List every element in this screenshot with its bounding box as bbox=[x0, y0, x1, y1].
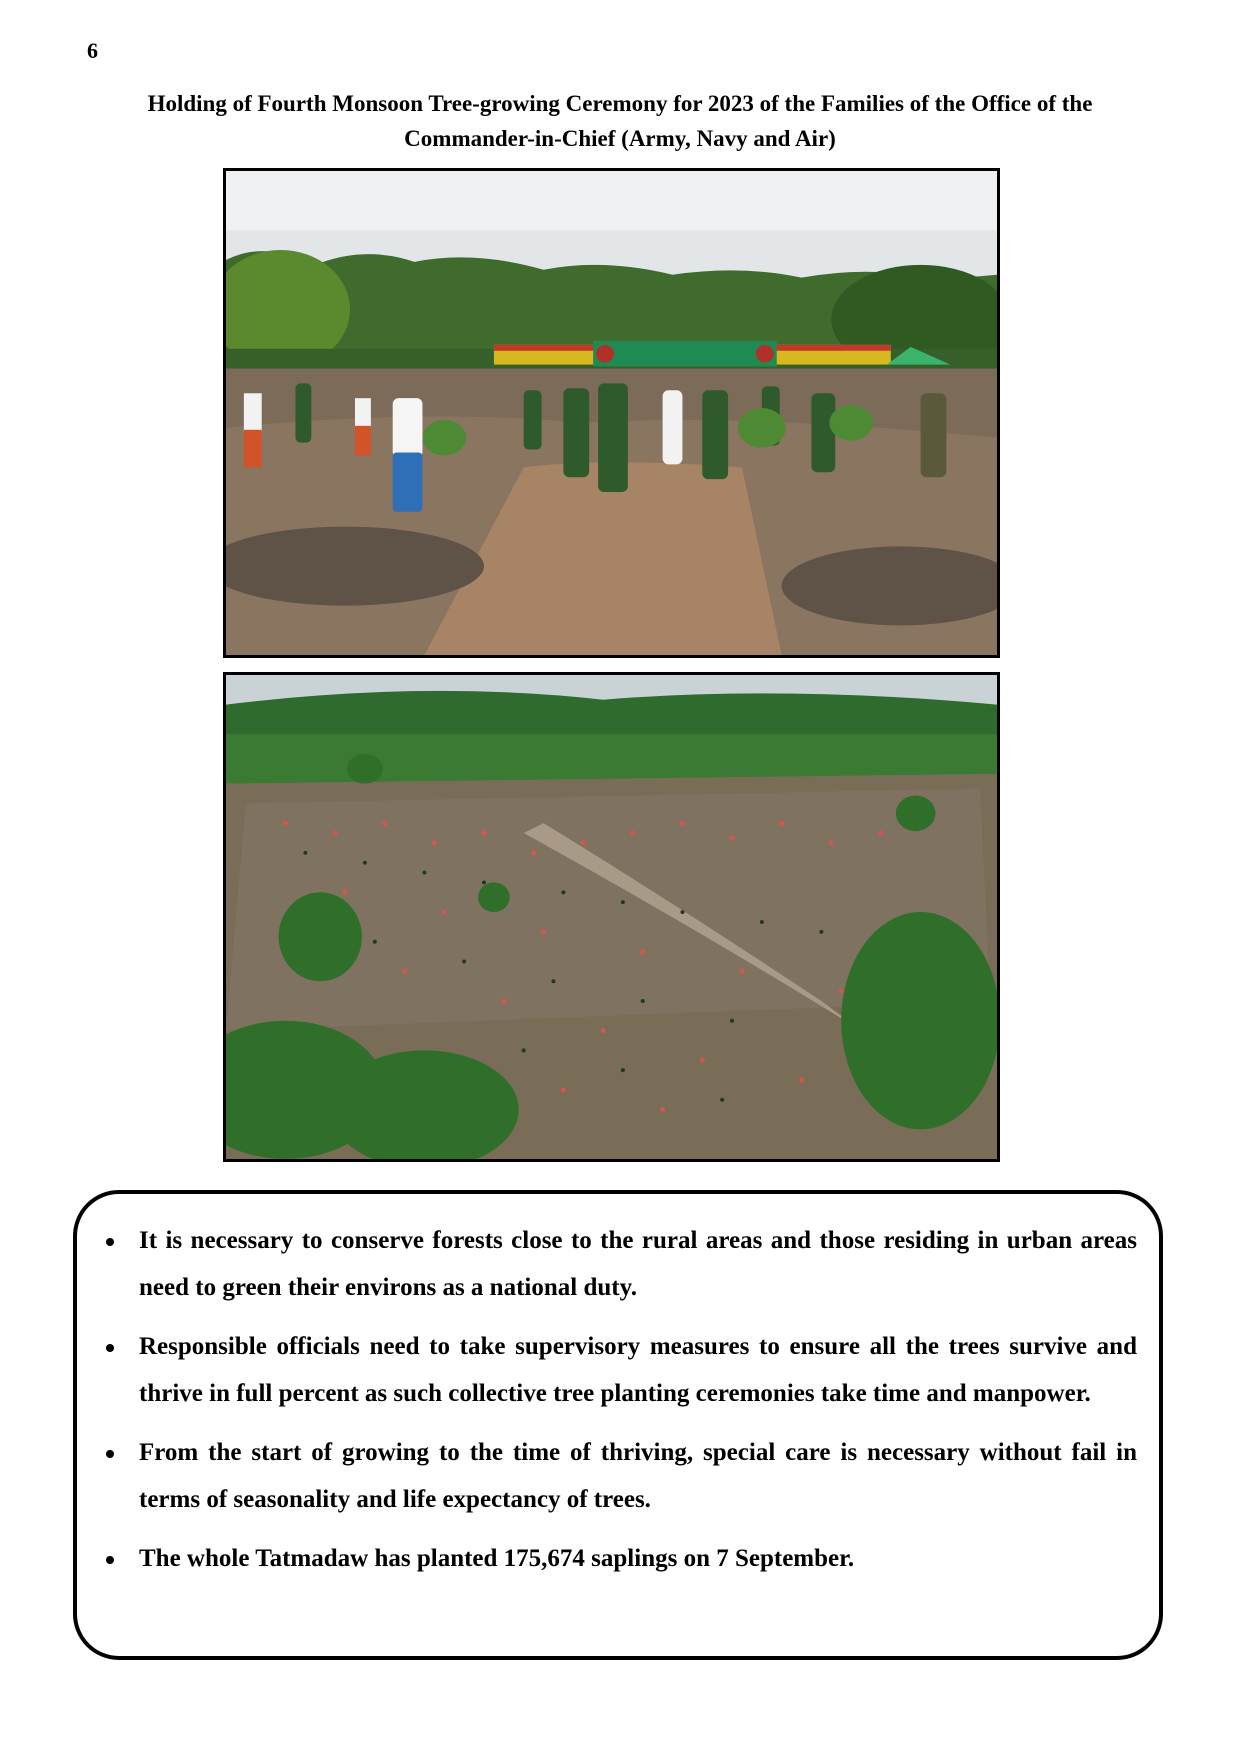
key-points-box bbox=[73, 1190, 1163, 1660]
list-item: Responsible officials need to take supervisory measures to ensure all the trees survive and thrive in full percent as such collective tree planting ceremonies take time and manpower. bbox=[139, 1324, 1137, 1417]
list-item: The whole Tatmadaw has planted 175,674 saplings on 7 September. bbox=[139, 1536, 1137, 1583]
bullet-icon bbox=[106, 1450, 114, 1458]
aerial-field-photo bbox=[223, 672, 1000, 1162]
page-number: 6 bbox=[87, 38, 98, 63]
key-points-list bbox=[139, 1218, 1137, 1596]
page-title: Holding of Fourth Monsoon Tree-growing Ceremony for 2023 of the Families of the Office of the Commander-in-Chief (Army, Navy and Air) bbox=[147, 91, 1093, 151]
ceremony-photo bbox=[223, 168, 1000, 658]
bullet-icon bbox=[106, 1556, 114, 1564]
list-item: From the start of growing to the time of thriving, special care is necessary without fail in terms of seasonality and life expectancy of trees. bbox=[139, 1430, 1137, 1523]
bullet-icon bbox=[106, 1238, 114, 1246]
list-item: It is necessary to conserve forests close to the rural areas and those residing in urban areas need to green their environs as a national duty. bbox=[139, 1218, 1137, 1311]
bullet-icon bbox=[106, 1344, 114, 1352]
